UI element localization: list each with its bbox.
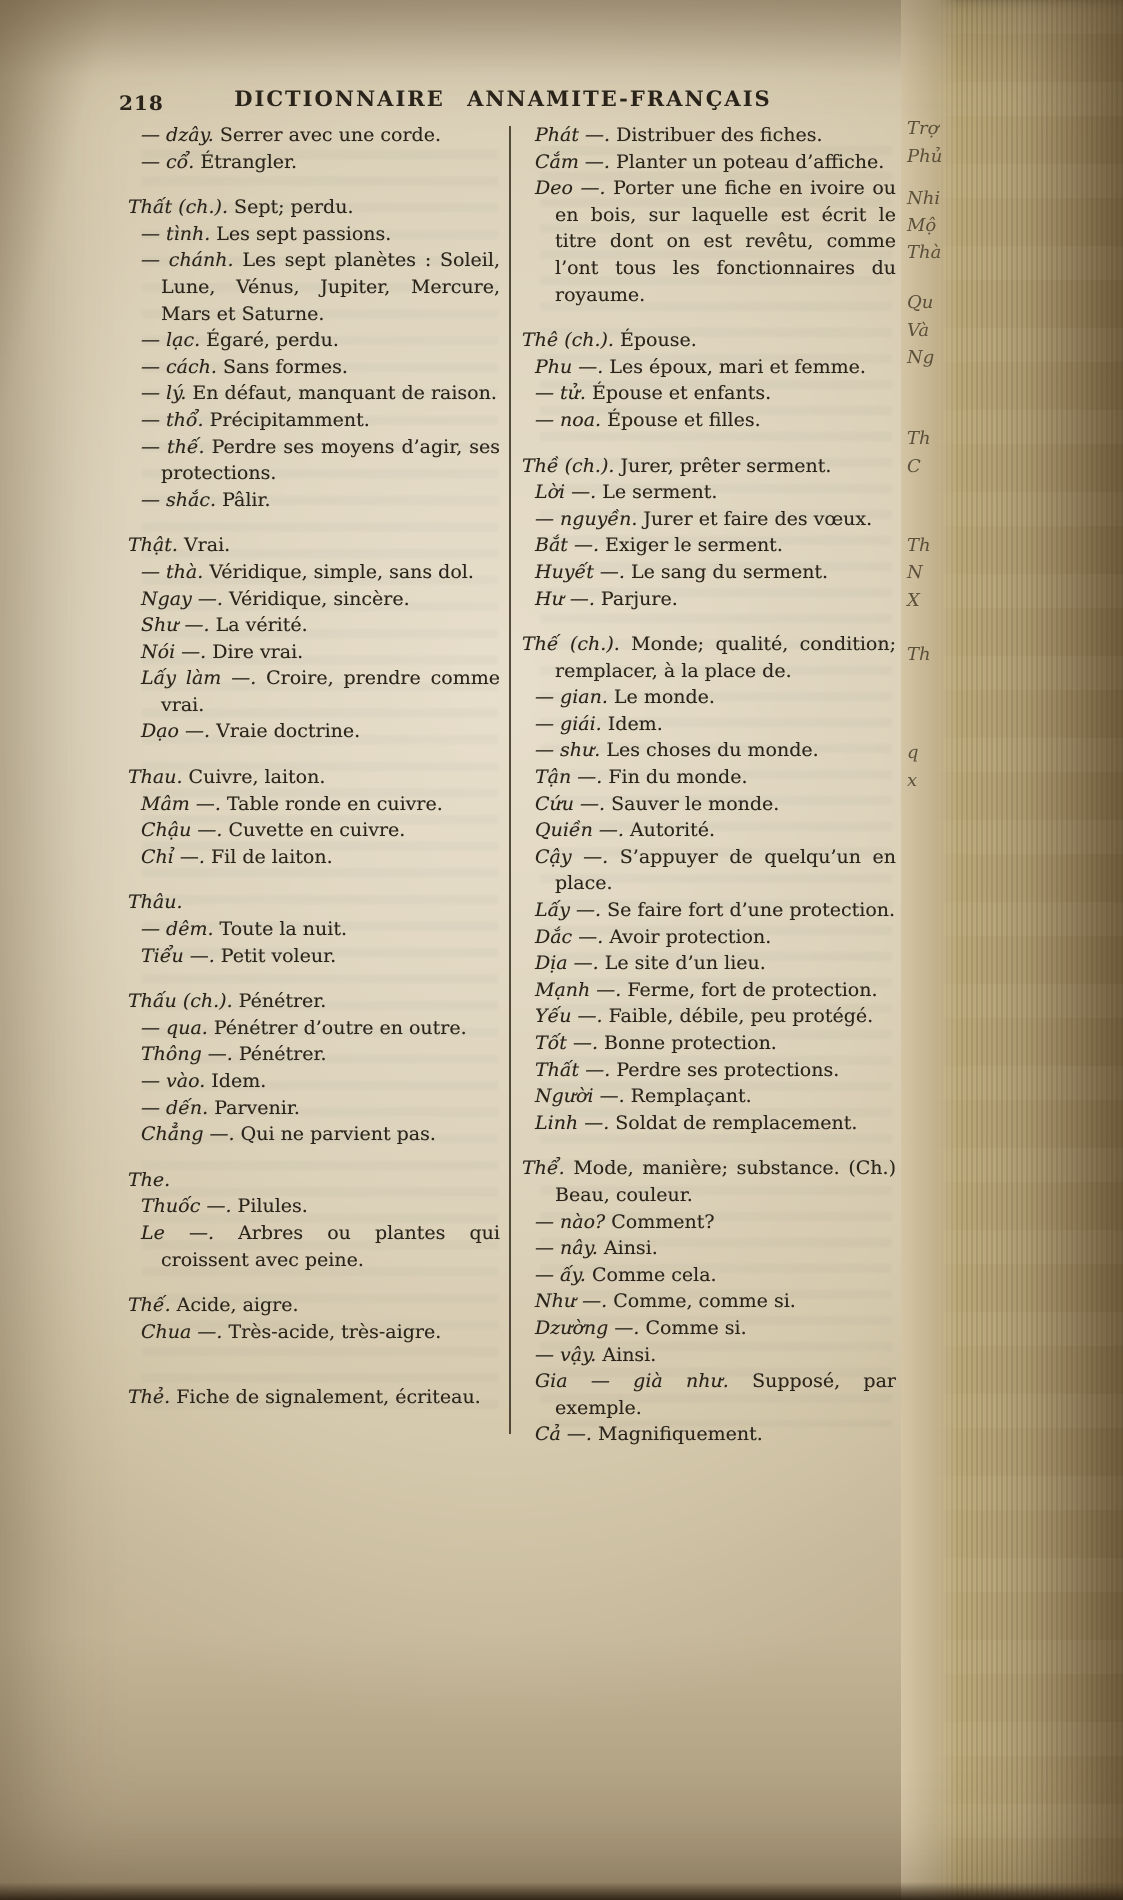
entry-definition: Se faire fort d’une protection.: [601, 899, 896, 922]
dictionary-entry: [141, 791, 500, 818]
dictionary-entry: [141, 1068, 500, 1095]
entry-definition: Cuvette en cuivre.: [222, 819, 406, 842]
page-title: DICTIONNAIRE ANNAMITE-FRANÇAIS: [234, 86, 772, 111]
entry-definition: Monde; qualité, condition; remplacer, à la place de.: [555, 633, 896, 682]
entry-headword: Nói —.: [141, 640, 207, 663]
entry-headword: — shắc.: [141, 488, 217, 511]
dictionary-entry: [535, 506, 896, 533]
entry-headword: — gian.: [535, 686, 608, 709]
entry-headword: Lời —.: [535, 481, 597, 504]
dictionary-entry: [128, 889, 500, 916]
adjacent-page-text-fragment: X: [907, 590, 920, 611]
dictionary-entry: [535, 950, 896, 977]
entry-definition: Cuivre, laiton.: [182, 766, 326, 789]
entry-headword: Mạnh —.: [535, 978, 622, 1001]
dictionary-entry: [535, 586, 896, 613]
dictionary-entry: [535, 1003, 896, 1030]
dictionary-entry: [535, 407, 896, 434]
entry-definition: Le site d’un lieu.: [598, 952, 766, 975]
entry-headword: Cắm —.: [535, 150, 610, 173]
entry-headword: Thật.: [128, 534, 178, 557]
entry-definition: Mode, manière; substance. (Ch.) Beau, couleur.: [555, 1157, 896, 1206]
entry-definition: Les sept passions.: [210, 222, 392, 245]
dictionary-entry: [535, 1209, 896, 1236]
entry-definition: Ainsi.: [596, 1343, 657, 1366]
entry-definition: Pilules.: [231, 1195, 308, 1218]
entry-headword: Như —.: [535, 1290, 608, 1313]
dictionary-entry: [128, 1167, 500, 1194]
entry-definition: Supposé, par exemple.: [555, 1370, 896, 1419]
adjacent-page-text-fragment: x: [907, 770, 918, 791]
entry-headword: Tiểu —.: [141, 944, 215, 967]
entry-definition: Comme si.: [639, 1316, 747, 1339]
entry-headword: Mâm —.: [141, 792, 221, 815]
dictionary-entry: [141, 407, 500, 434]
dictionary-entry: [128, 1292, 500, 1319]
entry-definition: Dire vrai.: [206, 640, 304, 663]
entry-headword: Phu —.: [535, 355, 604, 378]
column-divider-rule: [509, 126, 511, 1434]
entry-headword: Le —.: [141, 1221, 214, 1244]
dictionary-entry: [141, 1095, 500, 1122]
dictionary-entry: [522, 1155, 896, 1208]
entry-headword: — cách.: [141, 355, 217, 378]
entry-headword: Thất —.: [535, 1058, 611, 1081]
entry-definition: Fil de laiton.: [204, 845, 333, 868]
entry-definition: Ainsi.: [597, 1237, 658, 1260]
adjacent-page-text-fragment: Nhi: [907, 188, 941, 209]
entry-definition: Pénétrer.: [232, 1043, 327, 1066]
dictionary-entry: [535, 1342, 896, 1369]
dictionary-entry: [535, 122, 896, 149]
book-fore-edge: [901, 0, 1123, 1900]
entry-definition: La vérité.: [209, 614, 308, 637]
dictionary-entry: [141, 1041, 500, 1068]
entry-headword: — vậy.: [535, 1343, 597, 1366]
entry-definition: Faible, débile, peu protégé.: [602, 1005, 874, 1028]
entry-definition: Idem.: [205, 1070, 267, 1092]
entry-headword: Thuốc —.: [141, 1195, 232, 1218]
entry-headword: Thông —.: [141, 1043, 233, 1066]
dictionary-entry: [141, 354, 500, 381]
entry-headword: Cậy —.: [535, 845, 609, 868]
dictionary-entry: [141, 122, 500, 149]
dictionary-entry: [535, 1288, 896, 1315]
dictionary-columns: [128, 122, 900, 1448]
entry-headword: Dịa —.: [535, 952, 599, 975]
page-number: 218: [119, 91, 164, 115]
entry-headword: — dến.: [141, 1096, 209, 1119]
entry-headword: — nây.: [535, 1237, 598, 1260]
entry-definition: Les époux, mari et femme.: [603, 355, 866, 378]
entry-headword: — shư.: [535, 739, 601, 762]
dictionary-entry: [535, 844, 896, 897]
dictionary-entry: [141, 1121, 500, 1148]
adjacent-page-text-fragment: C: [907, 456, 921, 477]
entry-headword: Lấy —.: [535, 899, 602, 922]
entry-headword: — vào.: [141, 1070, 206, 1092]
entry-definition: Distribuer des fiches.: [610, 124, 823, 146]
entry-definition: Fin du monde.: [602, 766, 748, 789]
adjacent-page-text-fragment: Trợ: [907, 118, 939, 139]
entry-definition: Planter un poteau d’affiche.: [609, 150, 885, 173]
entry-headword: — nguyền.: [535, 507, 638, 530]
dictionary-entry: [141, 149, 500, 176]
entry-definition: Véridique, simple, sans dol.: [203, 560, 474, 583]
entry-definition: Sans formes.: [216, 355, 348, 378]
entry-headword: — dzây.: [141, 124, 214, 146]
entry-definition: En défaut, manquant de raison.: [186, 382, 497, 405]
entry-headword: Lấy làm —.: [141, 667, 257, 690]
entry-definition: Perdre ses protections.: [610, 1058, 840, 1081]
dictionary-entry: [141, 817, 500, 844]
dictionary-entry: [535, 380, 896, 407]
entry-headword: — lý.: [141, 382, 187, 405]
dictionary-entry: [535, 924, 896, 951]
page-header: [0, 86, 1006, 120]
entry-headword: Thấu (ch.).: [128, 990, 233, 1013]
entry-definition: Petit voleur.: [214, 944, 337, 967]
entry-headword: Chỉ —.: [141, 845, 205, 868]
entry-headword: — thà.: [141, 560, 204, 583]
dictionary-entry: [535, 532, 896, 559]
dictionary-entry: [141, 380, 500, 407]
entry-definition: Vrai.: [177, 534, 231, 557]
entry-definition: Avoir protection.: [603, 925, 772, 948]
entry-definition: Croire, prendre comme vrai.: [161, 667, 500, 716]
entry-definition: Parjure.: [594, 587, 678, 610]
entry-headword: — dêm.: [141, 918, 214, 941]
entry-definition: Étrangler.: [194, 150, 298, 173]
entry-headword: Bắt —.: [535, 534, 600, 557]
entry-definition: Comme cela.: [585, 1263, 717, 1286]
adjacent-page-text-fragment: Thà: [907, 242, 942, 263]
entry-definition: S’appuyer de quelqu’un en place.: [555, 845, 897, 895]
entry-headword: Dzường —.: [535, 1316, 640, 1339]
entry-headword: — noa.: [535, 408, 602, 431]
entry-headword: — thổ.: [141, 408, 204, 431]
entry-definition: Perdre ses moyens d’agir, ses protections.: [161, 435, 500, 485]
dictionary-entry: [128, 194, 500, 221]
adjacent-page-text-fragment: Phủ: [907, 146, 943, 167]
dictionary-entry: [141, 1193, 500, 1220]
dictionary-entry: [141, 612, 500, 639]
adjacent-page-text-fragment: Ng: [907, 347, 935, 368]
dictionary-entry: [128, 764, 500, 791]
dictionary-entry: [535, 1421, 896, 1448]
entry-definition: Ferme, fort de protection.: [621, 978, 878, 1001]
dictionary-entry: [522, 327, 896, 354]
dictionary-entry: [535, 1110, 896, 1137]
adjacent-page-text-fragment: Th: [907, 644, 931, 665]
entry-definition: Épouse.: [613, 329, 697, 352]
dictionary-entry: [141, 1319, 500, 1346]
dictionary-entry: [141, 247, 500, 327]
entry-headword: Thau.: [128, 766, 183, 789]
entry-headword: Chẳng —.: [141, 1123, 235, 1146]
entry-definition: Arbres ou plantes qui croissent avec peine.: [161, 1221, 500, 1271]
dictionary-entry: [535, 479, 896, 506]
dictionary-entry: [141, 844, 500, 871]
entry-headword: Tốt —.: [535, 1032, 599, 1054]
entry-definition: Comme, comme si.: [607, 1290, 796, 1313]
dictionary-entry: [535, 764, 896, 791]
dictionary-entry: [128, 532, 500, 559]
dictionary-entry: [141, 943, 500, 970]
adjacent-page-text-fragment: q: [907, 742, 919, 763]
dictionary-entry: [535, 1315, 896, 1342]
dictionary-entry: [141, 327, 500, 354]
dictionary-entry: [535, 354, 896, 381]
dictionary-entry: [535, 1368, 896, 1421]
entry-definition: Pénétrer.: [232, 990, 327, 1013]
entry-definition: Le serment.: [596, 481, 718, 504]
entry-headword: Thê (ch.).: [522, 329, 614, 352]
adjacent-page-sliver: [901, 0, 959, 1900]
entry-headword: Huyết —.: [535, 560, 625, 583]
entry-headword: Quiền —.: [535, 819, 624, 842]
entry-headword: Thề (ch.).: [522, 454, 615, 477]
entry-headword: — ấy.: [535, 1263, 586, 1286]
entry-headword: Yếu —.: [535, 1005, 603, 1028]
adjacent-page-text-fragment: Mộ: [907, 215, 937, 236]
entry-definition: Pénétrer d’outre en outre.: [207, 1016, 467, 1039]
entry-definition: Jurer, prêter serment.: [614, 454, 832, 477]
entry-headword: Phát —.: [535, 124, 611, 146]
entry-headword: Người —.: [535, 1085, 625, 1108]
entry-definition: Sept; perdu.: [228, 196, 354, 219]
dictionary-entry: [535, 559, 896, 586]
dictionary-entry: [522, 453, 896, 480]
entry-definition: Table ronde en cuivre.: [220, 792, 443, 815]
entry-headword: Dắc —.: [535, 925, 604, 948]
entry-headword: The.: [128, 1168, 171, 1191]
entry-headword: Thẻ.: [128, 1386, 171, 1409]
dictionary-entry: [141, 559, 500, 586]
entry-headword: Cứu —.: [535, 792, 606, 815]
entry-definition: Fiche de signalement, écriteau.: [170, 1386, 481, 1409]
dictionary-entry: [141, 1015, 500, 1042]
entry-headword: — chánh.: [141, 249, 234, 272]
dictionary-entry: [535, 1262, 896, 1289]
right-column: [522, 122, 896, 1448]
entry-definition: Épouse et filles.: [601, 408, 761, 431]
entry-definition: Parvenir.: [208, 1096, 300, 1119]
adjacent-page-text-fragment: Và: [907, 320, 930, 341]
entry-headword: — tử.: [535, 382, 586, 405]
dictionary-entry: [535, 791, 896, 818]
adjacent-page-text-fragment: N: [907, 562, 923, 583]
entry-definition: Jurer et faire des vœux.: [637, 507, 873, 530]
entry-headword: — cổ.: [141, 150, 195, 173]
entry-definition: Les sept planètes : Soleil, Lune, Vénus, Jupiter, Mercure, Mars et Saturne.: [161, 249, 500, 325]
dictionary-entry: [535, 684, 896, 711]
dictionary-entry: [535, 817, 896, 844]
dictionary-entry: [141, 434, 500, 487]
entry-headword: — qua.: [141, 1016, 208, 1039]
entry-definition: Le sang du serment.: [624, 560, 829, 583]
entry-headword: Thâu.: [128, 891, 183, 914]
dictionary-entry: [522, 631, 896, 684]
entry-definition: Égaré, perdu.: [200, 329, 339, 352]
entry-definition: Magnifiquement.: [591, 1423, 763, 1446]
dictionary-entry: [141, 487, 500, 514]
entry-headword: — giái.: [535, 712, 602, 735]
entry-definition: Pâlir.: [216, 488, 271, 511]
entry-headword: Chậu —.: [141, 819, 223, 842]
entry-headword: — lạc.: [141, 329, 201, 352]
entry-headword: Cả —.: [535, 1423, 592, 1446]
entry-headword: — nào?: [535, 1210, 606, 1233]
entry-headword: — tình.: [141, 222, 211, 245]
left-column: [128, 122, 500, 1448]
entry-definition: Véridique, sincère.: [222, 587, 410, 610]
entry-definition: Remplaçant.: [624, 1085, 752, 1108]
entry-headword: Hư —.: [535, 587, 595, 610]
dictionary-entry: [535, 1235, 896, 1262]
entry-headword: Deo —.: [535, 177, 606, 200]
adjacent-page-text-fragment: Qu: [907, 292, 934, 313]
dictionary-entry: [141, 221, 500, 248]
entry-headword: — thế.: [141, 435, 205, 458]
entry-headword: Thế.: [128, 1294, 171, 1317]
entry-definition: Autorité.: [623, 819, 716, 842]
adjacent-page-text-fragment: Th: [907, 535, 931, 556]
adjacent-page-text-fragment: Th: [907, 428, 931, 449]
entry-definition: Comment?: [605, 1210, 715, 1233]
entry-definition: Les choses du monde.: [600, 739, 819, 762]
dictionary-entry: [535, 897, 896, 924]
entry-headword: Thất (ch.).: [128, 196, 229, 219]
dictionary-entry: [535, 1030, 896, 1057]
dictionary-entry: [535, 737, 896, 764]
dictionary-entry: [141, 916, 500, 943]
dictionary-entry: [141, 718, 500, 745]
entry-definition: Toute la nuit.: [213, 918, 348, 941]
entry-headword: Shư —.: [141, 614, 210, 637]
entry-definition: Exiger le serment.: [599, 534, 783, 557]
entry-definition: Précipitamment.: [203, 408, 370, 431]
entry-headword: Ngay —.: [141, 587, 223, 610]
dictionary-entry: [535, 1057, 896, 1084]
dictionary-entry: [535, 175, 896, 308]
entry-headword: Thế (ch.).: [522, 633, 620, 656]
entry-definition: Le monde.: [607, 686, 715, 709]
dictionary-entry: [128, 1384, 500, 1411]
entry-headword: Linh —.: [535, 1111, 610, 1134]
entry-definition: Idem.: [601, 712, 663, 735]
entry-definition: Soldat de remplacement.: [609, 1111, 858, 1134]
entry-definition: Qui ne parvient pas.: [234, 1123, 436, 1146]
entry-headword: Thể.: [522, 1157, 565, 1180]
dictionary-entry: [535, 711, 896, 738]
dictionary-entry: [535, 977, 896, 1004]
entry-headword: Chua —.: [141, 1320, 223, 1343]
dictionary-entry: [128, 988, 500, 1015]
entry-headword: Gia — già như.: [535, 1370, 729, 1393]
page-bottom-shadow: [0, 1882, 1123, 1900]
dictionary-entry: [141, 586, 500, 613]
entry-definition: Très-acide, très-aigre.: [222, 1320, 442, 1343]
dictionary-entry: [141, 639, 500, 666]
entry-headword: Tận —.: [535, 766, 603, 789]
entry-definition: Bonne protection.: [598, 1032, 777, 1054]
dictionary-entry: [535, 149, 896, 176]
dictionary-entry: [141, 1220, 500, 1273]
dictionary-entry: [535, 1083, 896, 1110]
entry-headword: Dạo —.: [141, 720, 211, 743]
dictionary-entry: [141, 665, 500, 718]
entry-definition: Épouse et enfants.: [585, 382, 772, 405]
entry-definition: Porter une fiche en ivoire ou en bois, sur laquelle est écrit le titre dont on est revêtu, comme l’ont tous les fonctionnaires du royaume.: [555, 177, 896, 306]
entry-definition: Sauver le monde.: [605, 792, 780, 815]
entry-definition: Vraie doctrine.: [210, 720, 361, 743]
entry-definition: Acide, aigre.: [170, 1294, 299, 1317]
entry-definition: Serrer avec une corde.: [213, 124, 441, 146]
